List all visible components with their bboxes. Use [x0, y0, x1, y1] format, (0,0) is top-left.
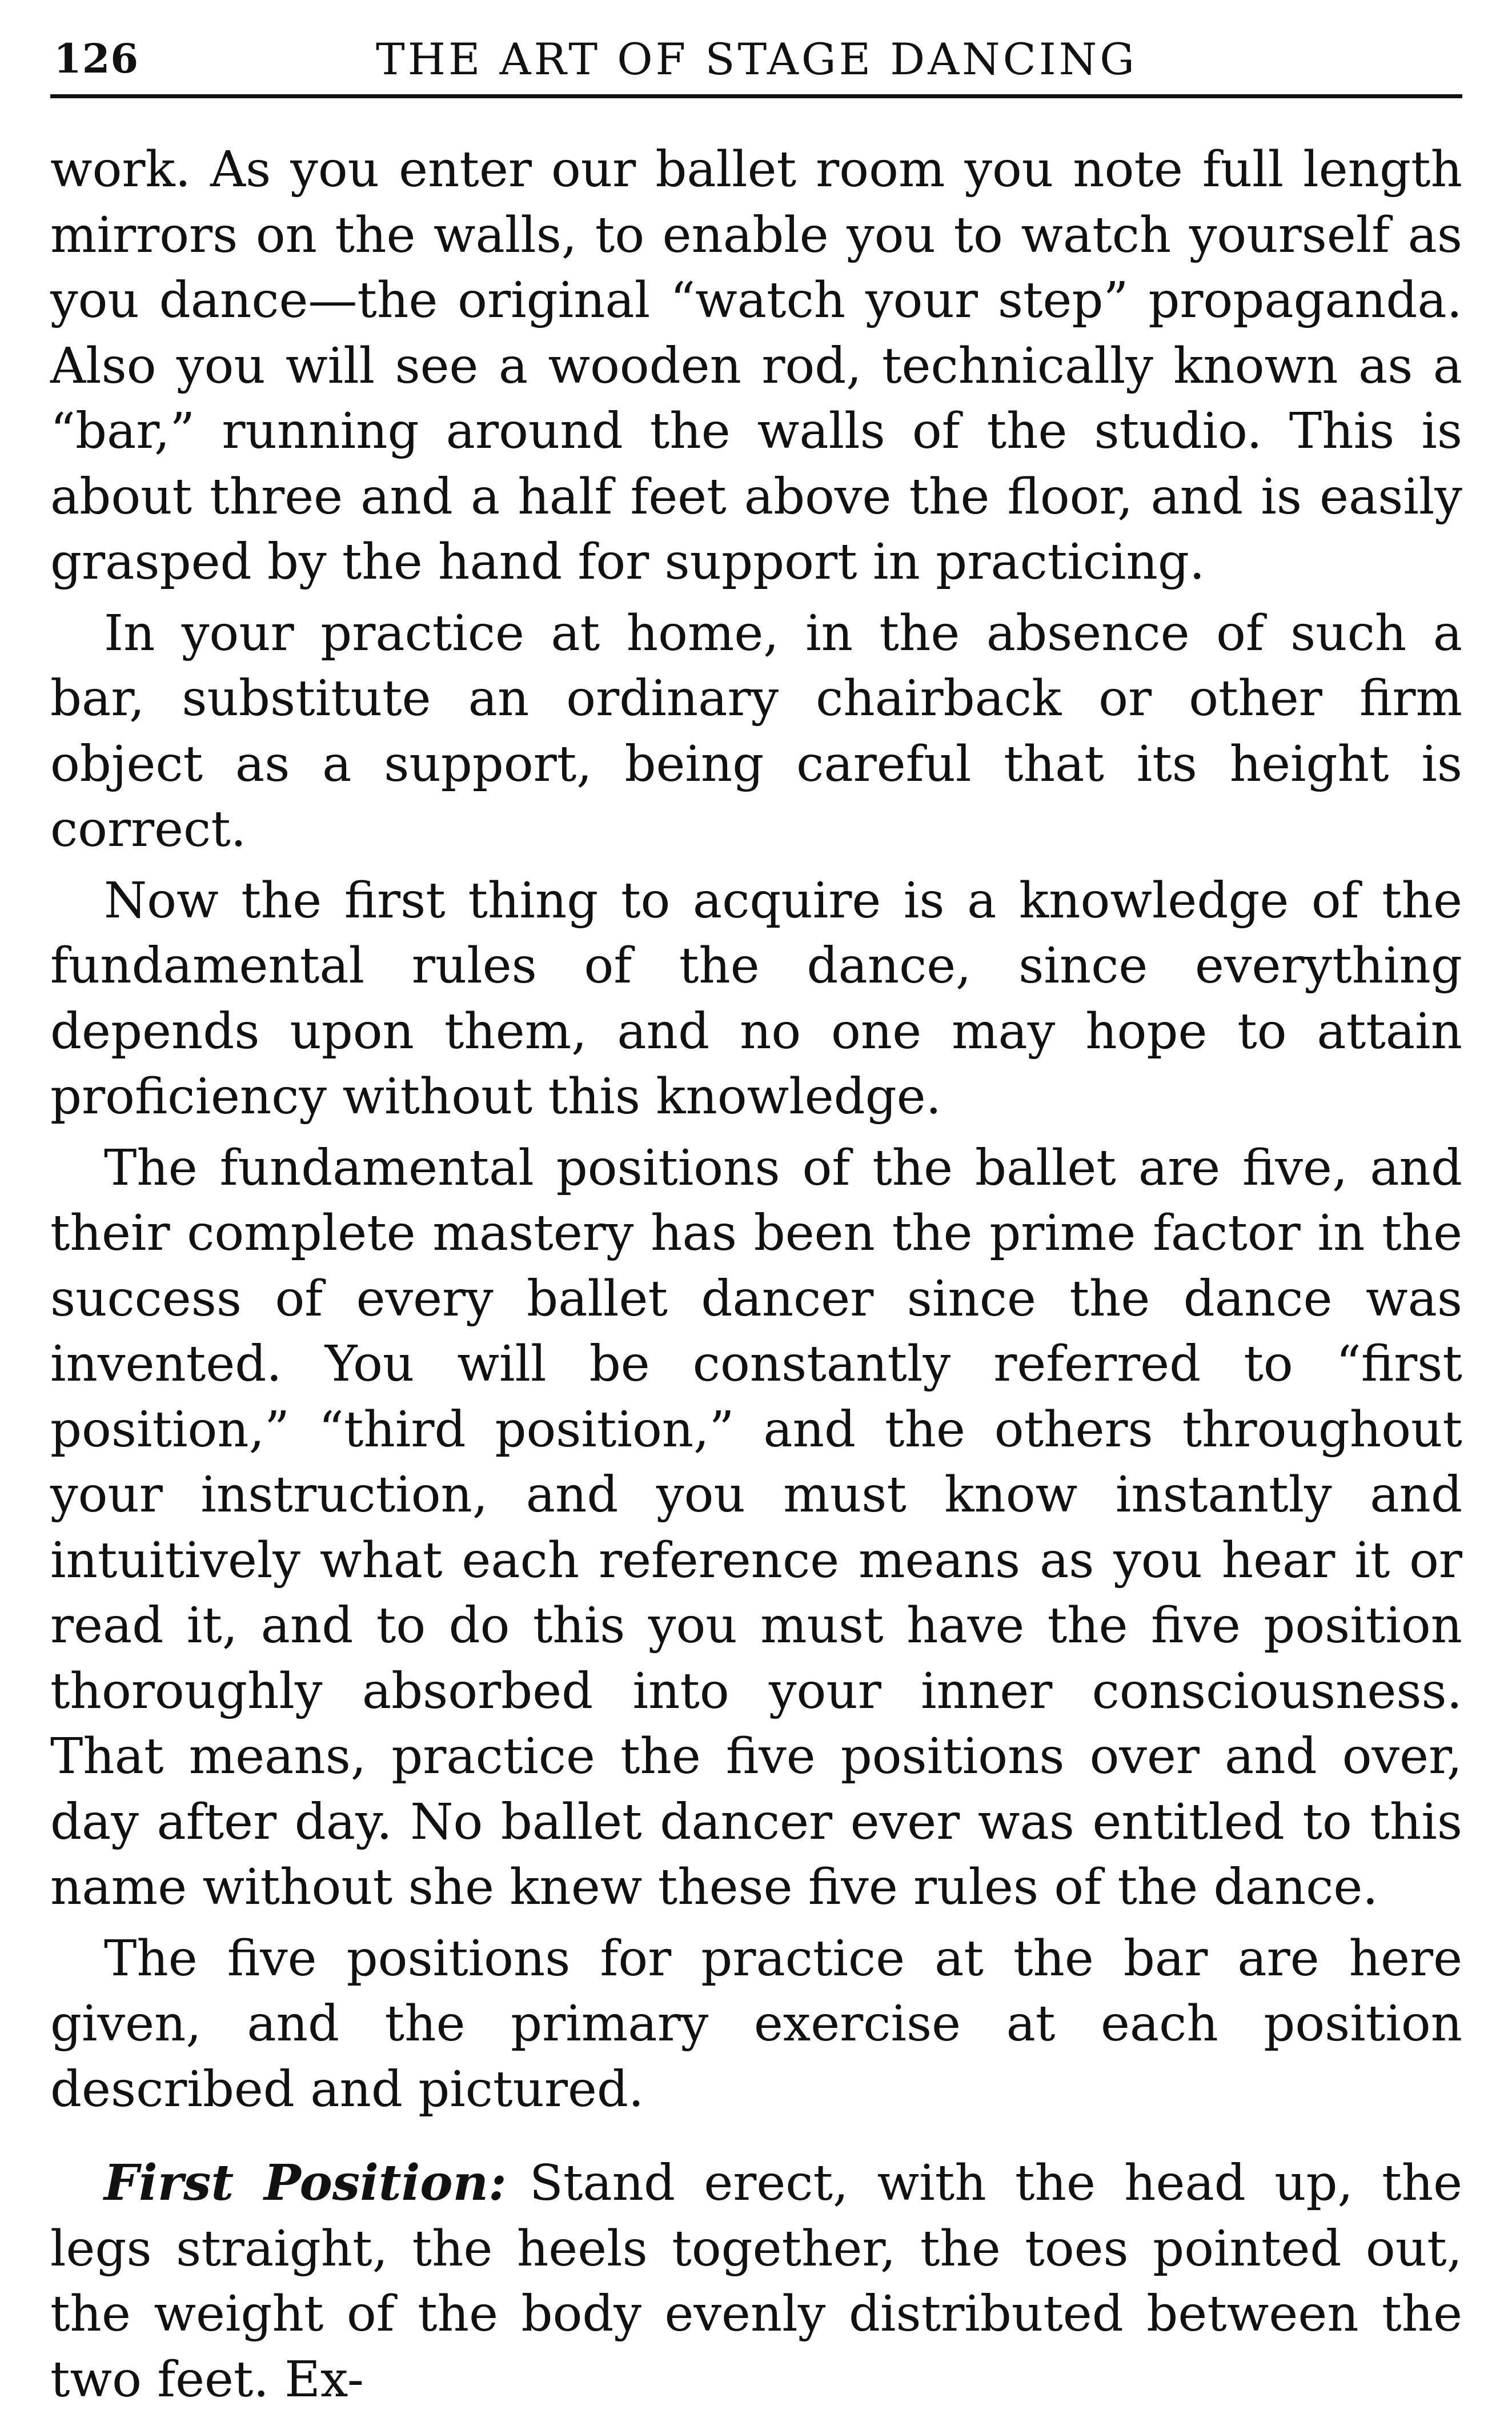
- first-position-text: Stand erect, with the head up, the legs straight, the heels together, the toes pointed out, the weight of the body evenly distributed between the two feet. Ex-: [50, 2155, 1462, 2408]
- running-head: [50, 31, 1462, 94]
- paragraph-continuation: work. As you enter our ballet room you note full length mirrors on the walls, to enable you to watch yourself as you dance—the original “watch your step” propaganda. Also you will see a wooden rod, technically known as a “bar,” running around the walls of the studio. This is about three and a half feet above the floor, and is easily grasped by the hand for support in practicing.: [50, 141, 1462, 591]
- paragraph-fundamental-rules: Now the first thing to acquire is a knowledge of the fundamental rules of the dance, since everything depends upon them, and no one may hope to attain proficiency without this knowledge.: [50, 872, 1462, 1125]
- paragraph-home-practice: In your practice at home, in the absence of such a bar, substitute an ordinary chairback or other firm object as a support, being careful that its height is correct.: [50, 604, 1462, 858]
- paragraph-five-positions: The fundamental positions of the ballet are five, and their complete mastery has been the prime factor in the success of every ballet dancer since the dance was invented. You will be constantly referred to “first position,” “third position,” and the others throughout your instruction, and you must know instantly and intuitively what each reference means as you hear it or read it, and to do this you must have the five position thoroughly absorbed into your inner consciousness. That means, practice the five positions over and over, day after day. No ballet dancer ever was entitled to this name without she knew these five rules of the dance.: [50, 1139, 1462, 1916]
- paragraph-first-position: [50, 2151, 1462, 2412]
- paragraph-positions-at-bar: The five positions for practice at the bar are here given, and the primary exercise at each position described and pictured.: [50, 1930, 1462, 2118]
- book-page: [50, 31, 1462, 2418]
- body-text: [50, 137, 1462, 2412]
- header-rule: [50, 94, 1462, 98]
- running-title: THE ART OF STAGE DANCING: [376, 34, 1137, 85]
- page-number: 126: [54, 35, 139, 82]
- first-position-heading: First Position:: [104, 2154, 507, 2212]
